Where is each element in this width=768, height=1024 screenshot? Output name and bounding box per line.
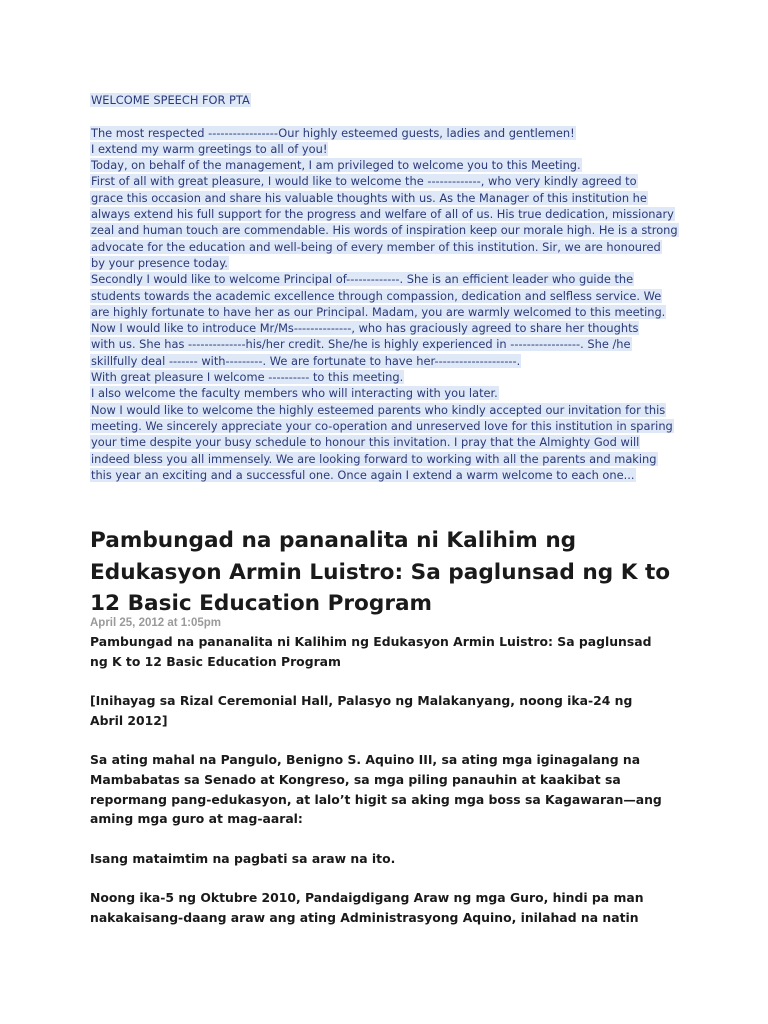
article-title-line: 12 Basic Education Program xyxy=(90,591,433,616)
speech-line xyxy=(90,173,690,189)
speech-line xyxy=(90,418,690,434)
speech-line xyxy=(90,402,690,418)
article-body-line: [Inihayag sa Rizal Ceremonial Hall, Palasyo ng Malakanyang, noong ika-24 ng xyxy=(90,693,633,709)
speech-line xyxy=(90,271,690,287)
speech-line xyxy=(90,190,690,206)
welcome-speech-section xyxy=(90,92,690,483)
speech-line-text: your time despite your busy schedule to honour this invitation. I pray that the Almighty God will xyxy=(91,435,640,450)
speech-line-text: with us. She has --------------his/her credit. She/he is highly experienced in -----------------. She /he xyxy=(91,337,631,352)
speech-line xyxy=(90,304,690,320)
speech-line-text: advocate for the education and well-being of every member of this institution. Sir, we are honoured xyxy=(91,239,661,254)
speech-line-text: I extend my warm greetings to all of you! xyxy=(91,141,328,156)
article-body-line: Pambungad na pananalita ni Kalihim ng Edukasyon Armin Luistro: Sa paglunsad xyxy=(90,634,652,649)
speech-line xyxy=(90,222,690,238)
speech-line xyxy=(90,141,690,157)
speech-line-text: grace this occasion and share his valuable thoughts with us. As the Manager of this institution he xyxy=(91,190,647,205)
speech-line-text: Secondly I would like to welcome Principal of-------------. She is an efficient leader who guide the xyxy=(91,272,634,287)
speech-line xyxy=(90,336,690,352)
speech-line xyxy=(90,320,690,336)
speech-line-text: Today, on behalf of the management, I am privileged to welcome you to this Meeting. xyxy=(91,158,581,173)
speech-line-text: First of all with great pleasure, I would like to welcome the -------------, who very kindly agreed to xyxy=(91,174,637,189)
article-title-line: Edukasyon Armin Luistro: Sa paglunsad ng K to xyxy=(90,559,671,585)
article-body-line: nakakaisang-daang araw ang ating Administrasyong Aquino, inilahad na natin xyxy=(90,909,639,925)
speech-line-text: zeal and human touch are commendable. His words of inspiration keep our morale high. He is a strong xyxy=(91,223,678,238)
article-body-line: repormang pang-edukasyon, at lalo’t higit sa aking mga boss sa Kagawaran—ang xyxy=(90,791,662,807)
article-body-line: Isang mataimtim na pagbati sa araw na ito. xyxy=(90,850,396,866)
paragraph-gap xyxy=(90,868,690,888)
blank-line xyxy=(90,108,690,124)
speech-line xyxy=(90,451,690,467)
speech-line xyxy=(90,206,690,222)
speech-line-text: Now I would like to introduce Mr/Ms--------------, who has graciously agreed to share her thoughts xyxy=(91,321,639,336)
article-body-line: Mambabatas sa Senado at Kongreso, sa mga piling panauhin at kaakibat sa xyxy=(90,771,621,787)
speech-line-text: The most respected -----------------Our highly esteemed guests, ladies and gentlemen! xyxy=(91,125,575,140)
speech-line xyxy=(90,239,690,255)
speech-line-text: With great pleasure I welcome ---------- to this meeting. xyxy=(91,370,404,385)
speech-line xyxy=(90,385,690,401)
article-body-line: Noong ika-5 ng Oktubre 2010, Pandaigdigang Araw ng mga Guro, hindi pa man xyxy=(90,889,644,905)
speech-line-text: I also welcome the faculty members who will interacting with you later. xyxy=(91,386,498,401)
article-body-line: Abril 2012] xyxy=(90,712,168,728)
article-title-line: Pambungad na pananalita ni Kalihim ng xyxy=(90,528,577,553)
speech-line xyxy=(90,467,690,483)
article-body-line: ng K to 12 Basic Education Program xyxy=(90,653,341,669)
article-title xyxy=(90,525,690,620)
speech-line-text: are highly fortunate to have her as our Principal. Madam, you are warmly welcomed to this meeting. xyxy=(91,304,666,319)
speech-line xyxy=(90,157,690,173)
speech-line xyxy=(90,369,690,385)
speech-line-text: skillfully deal ------- with---------. We are fortunate to have her--------------------. xyxy=(91,353,521,368)
speech-line-text: students towards the academic excellence through compassion, dedication and selfless service. We xyxy=(91,288,662,303)
article-body-line: Sa ating mahal na Pangulo, Benigno S. Aquino III, sa ating mga iginagalang na xyxy=(90,752,641,768)
speech-line xyxy=(90,434,690,450)
paragraph-gap xyxy=(90,829,690,849)
speech-line xyxy=(90,353,690,369)
speech-line-text: by your presence today. xyxy=(91,255,228,270)
speech-line xyxy=(90,125,690,141)
speech-line-text: always extend his full support for the progress and welfare of all of us. His true dedication, missionary xyxy=(91,207,674,222)
paragraph-gap xyxy=(90,671,690,691)
speech-line xyxy=(90,255,690,271)
speech-title-line xyxy=(90,92,690,108)
speech-line-text: Now I would like to welcome the highly esteemed parents who kindly accepted our invitation for this xyxy=(91,402,666,417)
speech-line-text: this year an exciting and a successful one. Once again I extend a warm welcome to each one... xyxy=(91,467,635,482)
speech-line-text: meeting. We sincerely appreciate your co-operation and unreserved love for this institution in sparing xyxy=(91,418,673,433)
article-body-line: aming mga guro at mag-aaral: xyxy=(90,811,303,827)
speech-line xyxy=(90,288,690,304)
article-body xyxy=(90,632,690,927)
article-date: April 25, 2012 at 1:05pm xyxy=(90,617,222,629)
speech-title: WELCOME SPEECH FOR PTA xyxy=(91,93,250,107)
paragraph-gap xyxy=(90,730,690,750)
speech-line-text: indeed bless you all immensely. We are looking forward to working with all the parents and making xyxy=(91,451,657,466)
